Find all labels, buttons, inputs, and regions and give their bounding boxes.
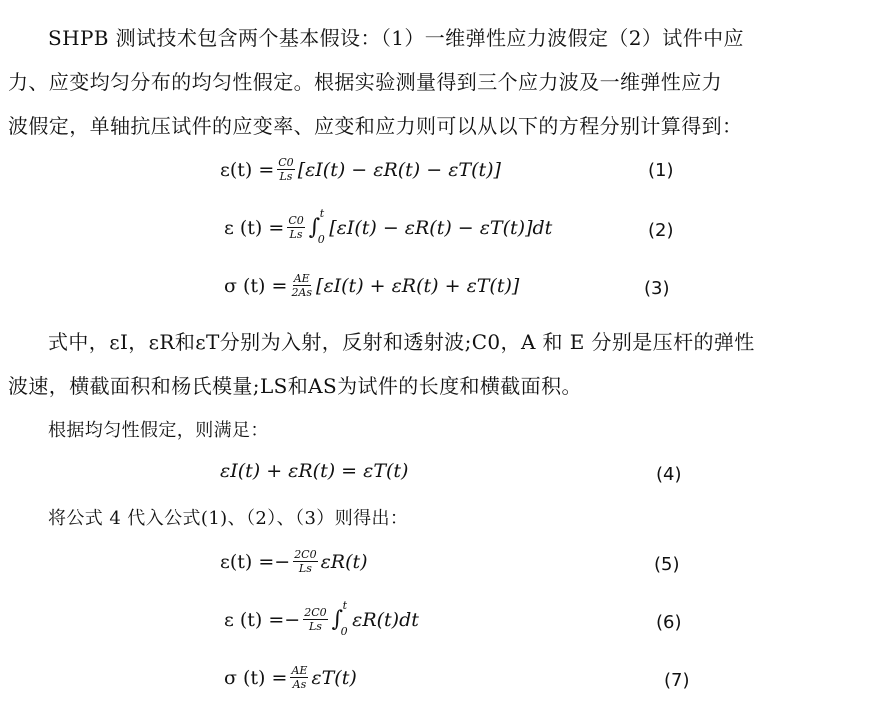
eq4-body: εI(t) + εR(t) = εT(t) (220, 460, 409, 482)
intro-line-3: 波假定，单轴抗压试件的应变率、应变和应力则可以从以下的方程分别计算得到： (8, 114, 743, 138)
eq1-frac-num: C0 (278, 156, 294, 169)
eq5-body: εR(t) (320, 550, 368, 573)
equation-1 (220, 156, 501, 183)
intro-line-1: SHPB 测试技术包含两个基本假设：（1）一维弹性应力波假定（2）试件中应 (48, 26, 744, 50)
eq6-lhs: ε (t) =− (224, 608, 301, 631)
eq1-frac-den: Ls (279, 170, 293, 183)
eq3-fraction (290, 272, 313, 299)
eq7-lhs: σ (t) = (224, 666, 288, 689)
eq1-fraction (277, 156, 294, 183)
intro-line-2: 力、应变均匀分布的均匀性假定。根据实验测量得到三个应力波及一维弹性应力 (8, 70, 722, 94)
symbols-line-1: 式中，εI，εR和εT分别为入射，反射和透射波;C0，A 和 E 分别是压杆的弹性 (48, 330, 755, 354)
eq7-number: (7) (664, 670, 690, 691)
eq7-body: εT(t) (311, 666, 357, 689)
eq2-fraction (287, 214, 304, 241)
eq5-lhs: ε(t) =− (220, 550, 291, 573)
eq5-frac-num: 2C0 (294, 548, 317, 561)
equation-7 (224, 664, 357, 691)
equation-4 (220, 460, 408, 482)
eq6-int-lower: 0 (340, 625, 348, 638)
eq5-fraction (293, 548, 317, 575)
eq1-lhs: ε(t) = (220, 158, 275, 181)
eq7-frac-den: As (292, 678, 307, 691)
eq6-number: (6) (656, 612, 682, 633)
uniformity-text: 根据均匀性假定，则满足： (48, 420, 269, 441)
eq6-int-upper: t (342, 599, 348, 612)
eq3-frac-den: 2As (291, 286, 313, 299)
symbols-line-2: 波速，横截面积和杨氏模量;LS和AS为试件的长度和横截面积。 (8, 374, 582, 398)
eq3-lhs: σ (t) = (224, 274, 288, 297)
eq3-frac-num: AE (293, 272, 310, 285)
eq4-number: (4) (656, 464, 682, 485)
equation-5 (220, 548, 368, 575)
eq2-lhs: ε (t) = (224, 216, 285, 239)
eq2-int-lower: 0 (317, 233, 325, 246)
equation-2 (224, 207, 553, 246)
eq7-frac-num: AE (291, 664, 308, 677)
eq6-fraction (303, 606, 327, 633)
eq5-frac-den: Ls (298, 562, 312, 575)
eq2-integral-sign: ∫ t 0 (308, 207, 325, 246)
eq1-number: (1) (648, 160, 674, 181)
eq7-fraction (290, 664, 308, 691)
eq6-frac-num: 2C0 (304, 606, 327, 619)
eq1-body: [εI(t) − εR(t) − εT(t)] (297, 158, 501, 181)
eq2-body: [εI(t) − εR(t) − εT(t)]dt (329, 216, 553, 239)
equation-3 (224, 272, 519, 299)
eq5-number: (5) (654, 554, 680, 575)
eq2-frac-num: C0 (288, 214, 304, 227)
eq3-number: (3) (644, 278, 670, 299)
substitute-text: 将公式 4 代入公式(1)、（2）、（3）则得出： (48, 508, 409, 529)
eq6-body: εR(t)dt (352, 608, 419, 631)
equation-6 (224, 599, 419, 638)
eq6-integral-sign: ∫ t 0 (331, 599, 348, 638)
eq2-number: (2) (648, 220, 674, 241)
eq6-frac-den: Ls (308, 620, 322, 633)
eq2-frac-den: Ls (289, 228, 303, 241)
eq3-body: [εI(t) + εR(t) + εT(t)] (316, 274, 520, 297)
eq2-int-upper: t (319, 207, 325, 220)
